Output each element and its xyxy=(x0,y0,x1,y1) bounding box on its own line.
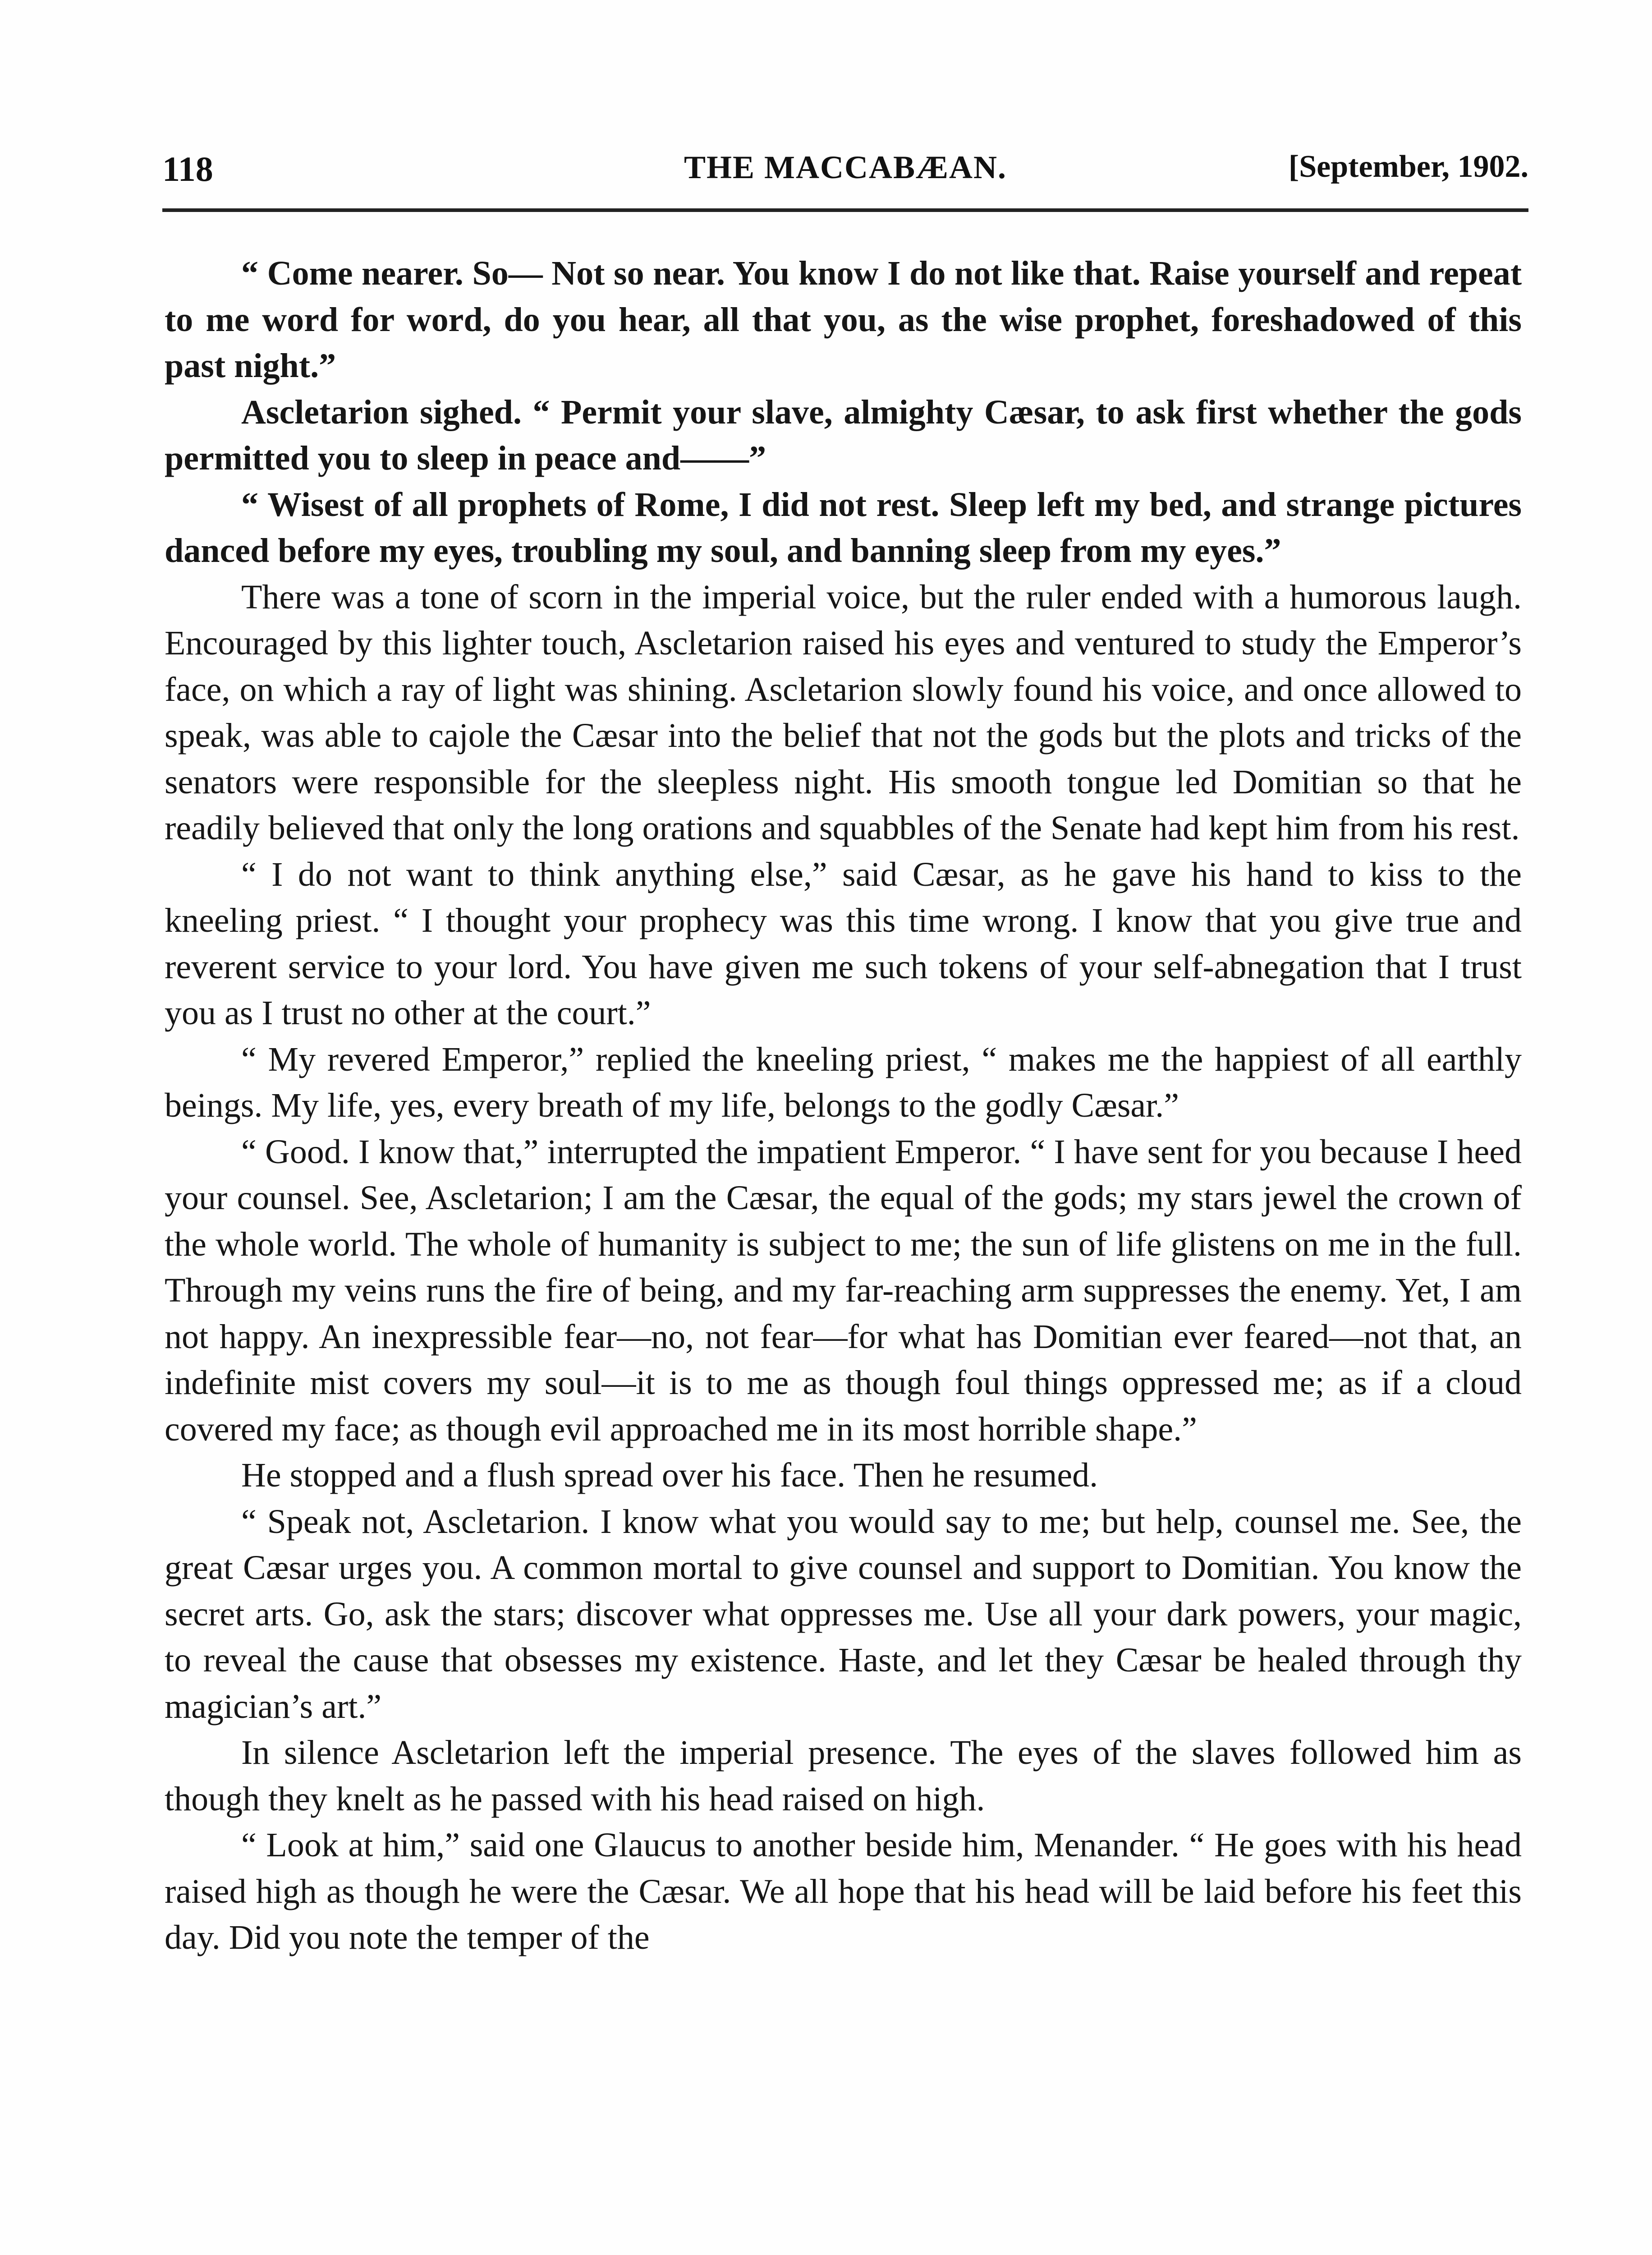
paragraph: “ Come nearer. So— Not so near. You know I do not like that. Raise yourself and repeat to me word for word, do you hear, all that you, as the wise prophet, foreshadowed of this past night.” xyxy=(165,254,1522,385)
paragraph: “ Good. I know that,” interrupted the impatient Emperor. “ I have sent for you because I heed your counsel. See, Ascletarion; I am the Cæsar, the equal of the gods; my stars jewel the crown of the whole world. The whole of humanity is subject to me; the sun of life glistens on me in the full. Through my veins runs the fire of being, and my far-reaching arm suppresses the enemy. Yet, I am not happy. An inexpressible fear—no, not fear—for what has Domitian ever feared—not that, an indefinite mist covers my soul—it is to me as though foul things oppressed me; as if a cloud covered my face; as though evil approached me in its most horrible shape.” xyxy=(165,1132,1522,1448)
article-body xyxy=(165,250,1522,1961)
paragraph: In silence Ascletarion left the imperial presence. The eyes of the slaves followed him as though they knelt as he passed with his head raised on high. xyxy=(165,1734,1522,1818)
paragraph: “ I do not want to think anything else,” said Cæsar, as he gave his hand to kiss to the kneeling priest. “ I thought your prophecy was this time wrong. I know that you give true and reverent service to your lord. You have given me such tokens of your self-abnegation that I trust you as I trust no other at the court.” xyxy=(165,855,1522,1032)
paragraph: “ Wisest of all prophets of Rome, I did not rest. Sleep left my bed, and strange pictures danced before my eyes, troubling my soul, and banning sleep from my eyes.” xyxy=(165,485,1522,570)
paragraph: “ My revered Emperor,” replied the kneeling priest, “ makes me the happiest of all earthly beings. My life, yes, every breath of my life, belongs to the godly Cæsar.” xyxy=(165,1040,1522,1124)
paragraph: Ascletarion sighed. “ Permit your slave, almighty Cæsar, to ask first whether the gods permitted you to sleep in peace and——” xyxy=(165,393,1522,477)
journal-title: THE MACCABÆAN. xyxy=(684,149,1007,185)
header-rule xyxy=(162,208,1528,212)
page-number: 118 xyxy=(162,149,213,189)
paragraph: He stopped and a flush spread over his face. Then he resumed. xyxy=(241,1456,1098,1494)
paragraph: “ Speak not, Ascletarion. I know what you would say to me; but help, counsel me. See, the great Cæsar urges you. A common mortal to give counsel and support to Domitian. You know the secret arts. Go, ask the stars; discover what oppresses me. Use all your dark powers, your magic, to reveal the cause that obsesses my existence. Haste, and let they Cæsar be healed through thy magician’s art.” xyxy=(165,1502,1522,1726)
paragraph: “ Look at him,” said one Glaucus to another beside him, Menander. “ He goes with his head raised high as though he were the Cæsar. We all hope that his head will be laid before his feet this day. Did you note the temper of the xyxy=(165,1826,1522,1956)
issue-date: [September, 1902. xyxy=(1288,149,1528,184)
paragraph: There was a tone of scorn in the imperial voice, but the ruler ended with a humorous laugh. Encouraged by this lighter touch, Ascletarion raised his eyes and ventured to study the Emperor’s face, on which a ray of light was shining. Ascletarion slowly found his voice, and once allowed to speak, was able to cajole the Cæsar into the belief that not the gods but the plots and tricks of the senators were responsible for the sleepless night. His smooth tongue led Domitian so that he readily believed that only the long orations and squabbles of the Senate had kept him from his rest. xyxy=(165,578,1522,847)
running-head xyxy=(162,149,1528,203)
